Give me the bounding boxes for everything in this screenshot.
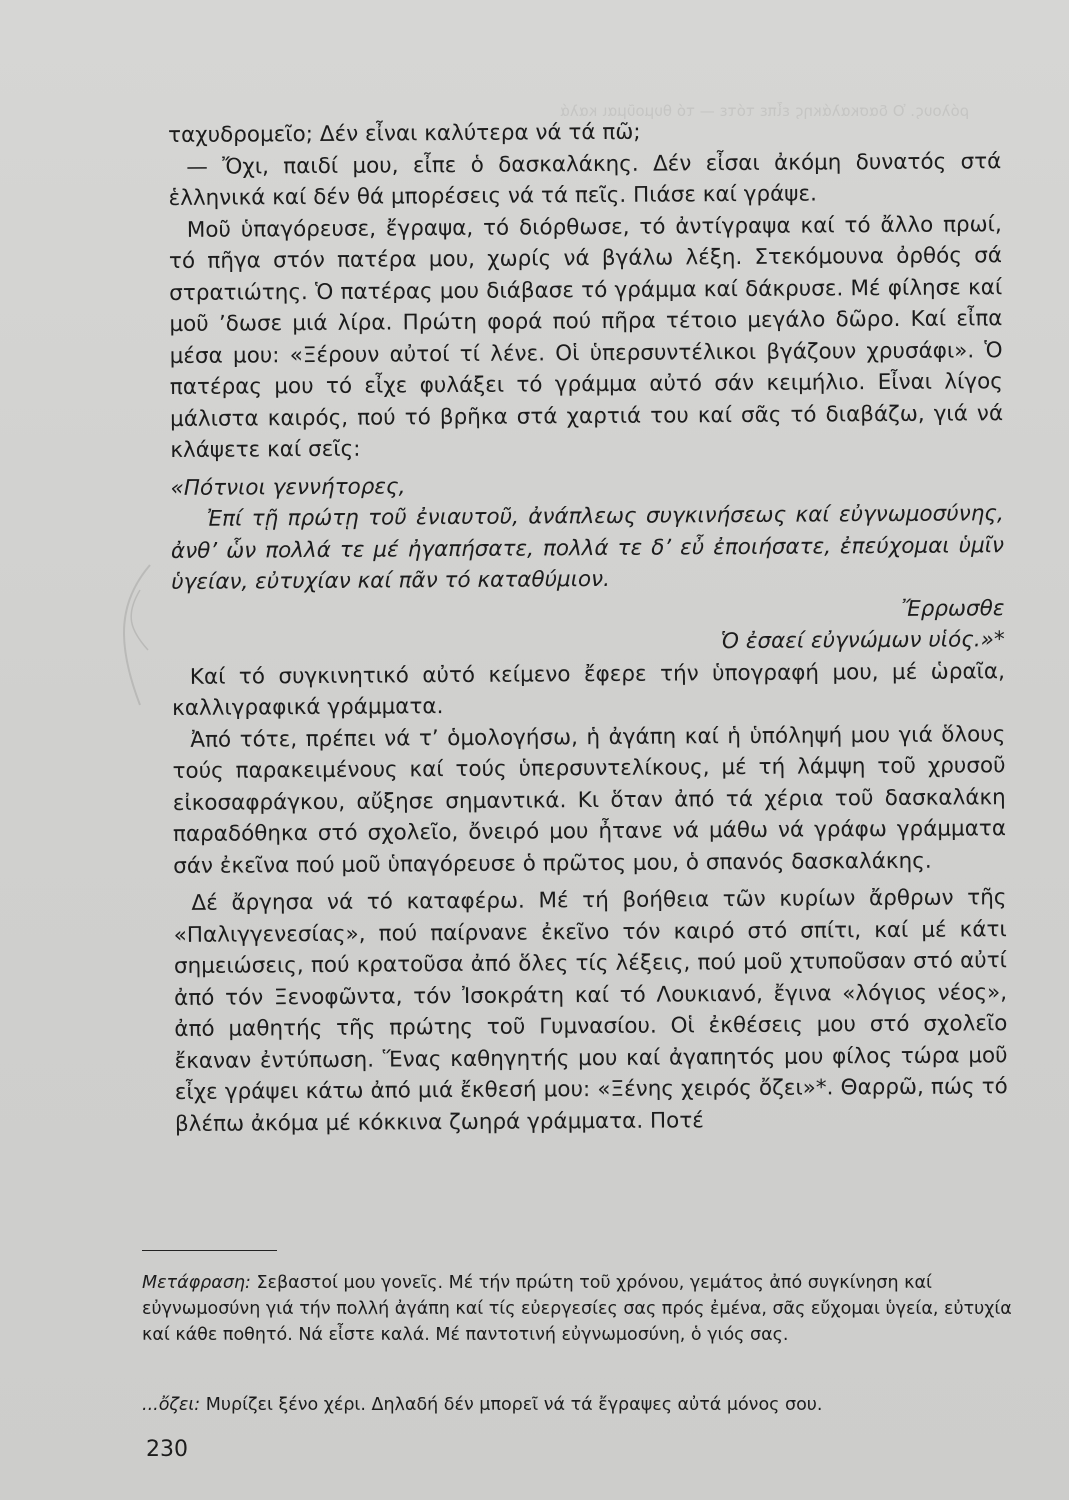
footnote-term: Μετάφραση: [142,1273,251,1293]
letter-signature: Ὁ ἐσαεί εὐγνώμων υἱός.»* [720,627,1005,655]
paragraph: Δέ ἄργησα νά τό καταφέρω. Μέ τή βοήθεια τῶν κυρίων ἄρθρων τῆς «Παλιγγενεσίας», πού παίρνανε ἐκεῖνο τόν καιρό στό σπίτι, καί μέ κάτι σημειώσεις, πού κρατοῦσα ἀπό ὅλες τίς λέξεις, πού μοῦ χτυποῦσαν στό αὐτί ἀπό τόν Ξενοφῶντα, τόν Ἰσοκράτη καί τό Λουκιανό, ἔγινα «λόγιος νέος», ἀπό μαθητής τῆς πρώτης τοῦ Γυμνασίου. Οἱ ἐκθέσεις μου στό σχολεῖο ἔκαναν ἐντύπωση. Ἕνας καθηγητής μου καί ἀγαπητός μου φίλος τώρα μοῦ εἶχε γράψει κάτω ἀπό μιά ἔκθεσή μου: «Ξένης χειρός ὄζει»*. Θαρρῶ, πώς τό βλέπω ἀκόμα μέ κόκκινα ζωηρά γράμματα. Ποτέ [173,885,1008,1137]
faint-ornament-decoration [110,560,156,710]
footnote-term: ...ὄζει: [142,1395,201,1415]
footnote-text: Σεβαστοί μου γονεῖς. Μέ τήν πρώτη τοῦ χρόνου, γεμάτος ἀπό συγκίνηση καί εὐγνωμοσύνη γιά τήν πολλή ἀγάπη καί τίς εὐεργεσίες σας πρός ἐμένα, σᾶς εὔχομαι ὑγεία, εὐτυχία καί κάθε ποθητό. Νά εἶστε καλά. Μέ παντοτινή εὐγνωμοσύνη, ὁ γιός σας. [142,1273,1012,1345]
paragraph: — Ὄχι, παιδί μου, εἶπε ὁ δασκαλάκης. Δέν εἶσαι ἀκόμη δυνατός στά ἑλληνικά καί δέν θά μπορέσεις νά τά πεῖς. Πιάσε καί γράψε. [168,148,1002,211]
paragraph: Ἀπό τότε, πρέπει νά τ’ ὁμολογήσω, ἡ ἀγάπη καί ἡ ὑπόληψή μου γιά ὅλους τούς παρακειμένους καί τούς ὑπερσυντελίκους, μέ τή λάμψη τοῦ χρυσοῦ εἰκοσαφράγκου, αὔξησε σημαντικά. Κι ὅταν ἀπό τά χέρια τοῦ δασκαλάκη παραδόθηκα στό σχολεῖο, ὄνειρό μου ἦτανε νά μάθω νά γράφω γράμματα σάν ἐκεῖνα πού μοῦ ὑπαγόρευσε ὁ πρῶτος μου, ὁ σπανός δασκαλάκης. [172,721,1007,879]
letter-body: Ἐπί τῇ πρώτῃ τοῦ ἐνιαυτοῦ, ἀνάπλεως συγκινήσεως καί εὐγνωμοσύνης, ἀνθ’ ὧν πολλά τε μέ ἠγαπήσατε, πολλά τε δ’ εὖ ἐποιήσατε, ἐπεύχομαι ὑμῖν ὑγείαν, εὐτυχίαν καί πᾶν τό καταθύμιον. [170,501,1005,595]
letter-closing: Ἔρρωσθε [901,595,1005,622]
footnote-translation [142,1270,1012,1348]
footnote-divider [142,1250,277,1251]
footnote-ozei [142,1392,1012,1418]
paragraph: Καί τό συγκινητικό αὐτό κείμενο ἔφερε τήν ὑπογραφή μου, μέ ὡραῖα, καλλιγραφικά γράμματα. [172,658,1005,721]
page-number: 230 [146,1437,188,1462]
main-text [168,114,1008,1140]
paragraph: Μοῦ ὑπαγόρευσε, ἔγραψα, τό διόρθωσε, τό ἀντίγραψα καί τό ἄλλο πρωί, τό πῆγα στόν πατέρα μου, χωρίς νά βγάλω λέξη. Στεκόμουνα ὀρθός σά στρατιώτης. Ὁ πατέρας μου διάβασε τό γράμμα καί δάκρυσε. Μέ φίλησε καί μοῦ ’δωσε μιά λίρα. Πρώτη φορά πού πῆρα τέτοιο μεγάλο δῶρο. Καί εἶπα μέσα μου: «Ξέρουν αὐτοί τί λένε. Οἱ ὑπερσυντέλικοι βγάζουν χρυσάφι». Ὁ πατέρας μου τό εἶχε φυλάξει τό γράμμα αὐτό σάν κειμήλιο. Εἶναι λίγος μάλιστα καιρός, πού τό βρῆκα στά χαρτιά του καί σᾶς τό διαβάζω, γιά νά κλάψετε καί σεῖς: [168,211,1004,463]
paragraph: ταχυδρομεῖο; Δέν εἶναι καλύτερα νά τά πῶ; [168,119,641,148]
letter-salutation: «Πότνιοι γεννήτορες, [170,473,406,501]
show-through-text: ρόλους. Ὁ δασκαλάκης εἶπε τότε — τό θυμοῦμαι καλά [560,102,970,120]
footnote-text: Μυρίζει ξένο χέρι. Δηλαδή δέν μπορεῖ νά τά ἔγραψες αὐτά μόνος σου. [205,1395,823,1415]
